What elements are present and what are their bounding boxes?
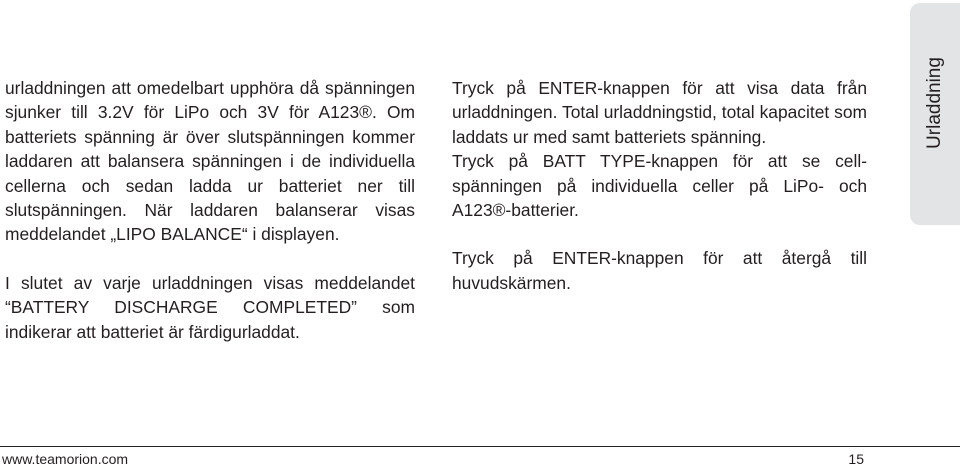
paragraph-batt-type-cells: Tryck på BATT TYPE-knappen för att se cell-spänningen på individuella celler på LiPo- och A123®-batterier. xyxy=(452,151,867,221)
section-tab xyxy=(910,3,960,225)
right-text-column xyxy=(452,76,867,295)
left-text-column xyxy=(5,76,415,344)
paragraph-enter-return: Tryck på ENTER-knappen för att återgå till huvudskärmen. xyxy=(452,248,867,293)
page-number: 15 xyxy=(848,451,864,467)
footer-divider xyxy=(0,446,960,447)
paragraph-enter-show-data: Tryck på ENTER-knappen för att visa data från urladdningen. Total urladdningstid, total kapacitet som laddats ur med samt batteriets spänning. xyxy=(452,78,867,147)
paragraph-discharge-balance: urladdningen att omedelbart upphöra då spänningen sjunker till 3.2V för LiPo och 3V för A123®. Om batteriets spänning är över slutspänningen kommer laddaren att balansera spänningen i de individuella cellerna och sedan ladda ur batteriet ner till slutspänningen. När laddaren balanserar visas meddelandet „LIPO BALANCE“ i displayen. xyxy=(5,78,415,245)
footer-url: www.teamorion.com xyxy=(2,451,129,467)
paragraph-discharge-completed: I slutet av varje urladdningen visas meddelandet “BATTERY DISCHARGE COMPLETED” som indikerar att batteriet är färdigurladdat. xyxy=(5,272,415,342)
section-tab-label: Urladdning xyxy=(924,57,945,149)
